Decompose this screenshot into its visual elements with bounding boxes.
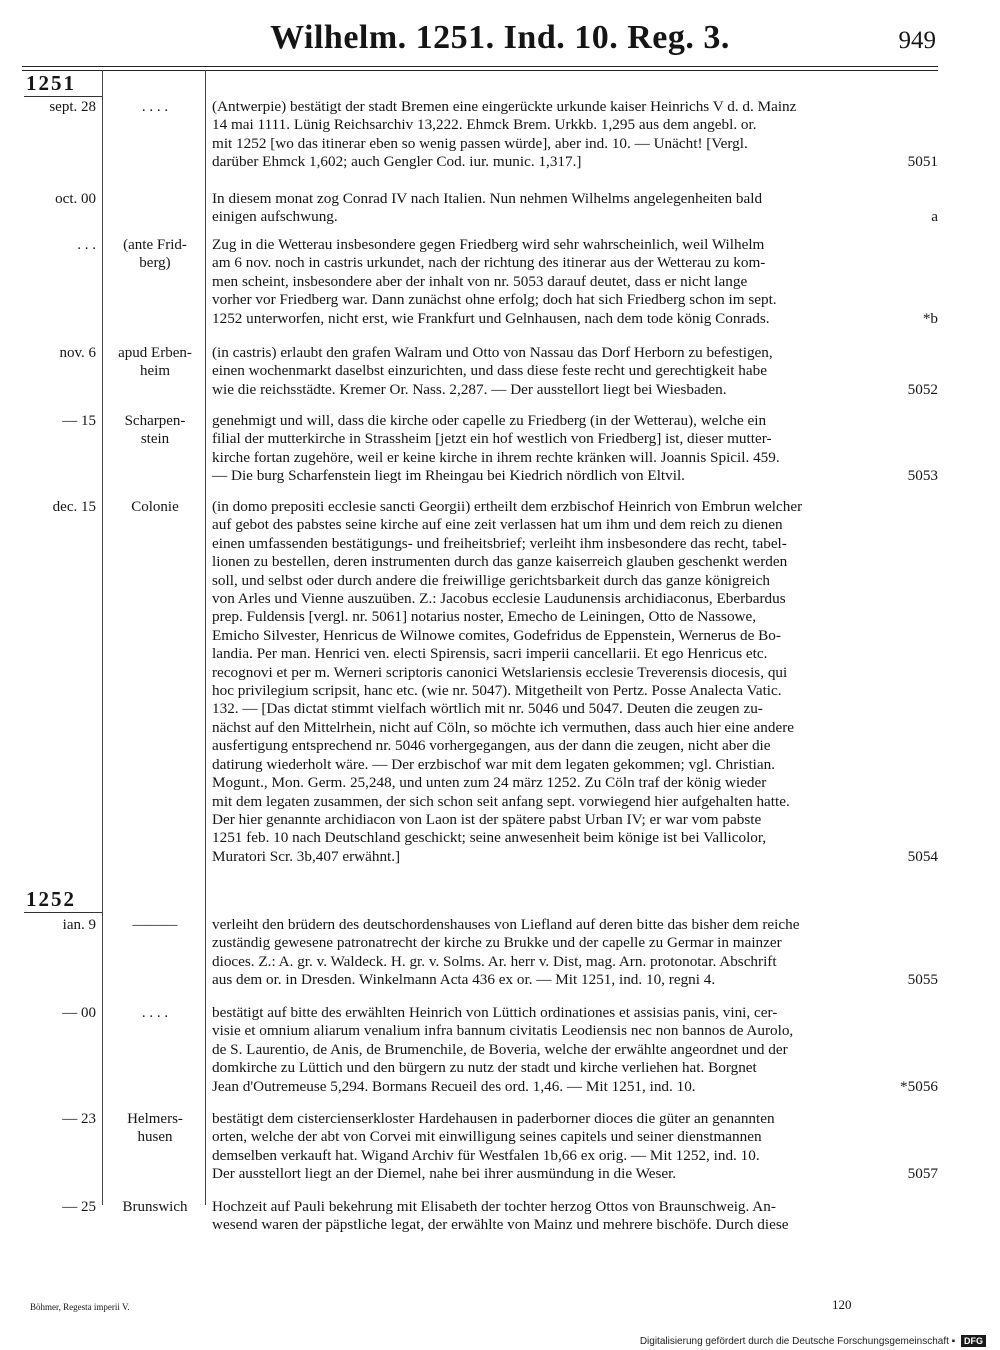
entry-text <box>212 1004 938 1096</box>
footer-source: Böhmer, Regesta imperii V. <box>30 1302 130 1312</box>
text-line: hoc privilegium scripsit, hanc etc. (wie nr. 5047). Mitgetheilt von Pertz. Posse Analecta Vatic. <box>212 682 782 700</box>
entry-date: — 00 <box>62 1005 96 1021</box>
entry-text <box>212 498 938 866</box>
entry-place <box>105 236 205 273</box>
entry-date: . . . <box>77 237 96 253</box>
text-line: — Die burg Scharfenstein liegt im Rheingau bei Kiedrich nördlich von Eltvil. <box>212 467 685 485</box>
entry-place: ——— <box>132 917 178 933</box>
text-line-last <box>212 380 938 399</box>
place-line: Helmers- <box>127 1111 183 1127</box>
text-line: domkirche zu Lüttich und den bürgern zu nutz der stadt und kirche verliehen hat. Borgnet <box>212 1059 757 1077</box>
text-line: prep. Fuldensis [vergl. nr. 5061] notarius noster, Emecho de Leiningen, Otto de Nassowe, <box>212 608 757 626</box>
entry-date: — 23 <box>62 1111 96 1127</box>
entry-text <box>212 236 938 328</box>
place-line: husen <box>137 1129 173 1146</box>
text-line-last <box>212 208 938 226</box>
text-line-last <box>212 309 938 328</box>
text-line: Der ausstellort liegt an der Diemel, nahe bei ihrer ausmündung in die Weser. <box>212 1165 677 1183</box>
entry-date: ian. 9 <box>62 917 96 933</box>
entry-date: — 25 <box>62 1199 96 1215</box>
entry-date: oct. 00 <box>55 191 96 207</box>
footer-signature: 120 <box>832 1297 852 1312</box>
text-line: Mogunt., Mon. Germ. 25,248, und unten zum 24 märz 1252. Zu Cöln traf der könig wieder <box>212 774 767 792</box>
text-line: wesend waren der päpstliche legat, der erwählte von Mainz und mehrere bischöfe. Durch diese <box>212 1216 789 1234</box>
text-line: lionen zu bestellen, deren instrumenten durch das ganze kaiserreich glauben geschenkt werden <box>212 553 788 571</box>
entry-text <box>212 1110 938 1184</box>
place-line: (ante Frid- <box>123 237 187 253</box>
page-number: 949 <box>898 27 936 54</box>
place-line: apud Erben- <box>118 345 192 361</box>
regest-number: *b <box>922 309 938 327</box>
text-line: darüber Ehmck 1,602; auch Gengler Cod. iur. munic. 1,317.] <box>212 153 582 171</box>
text-line: einigen aufschwung. <box>212 208 338 226</box>
text-line: Muratori Scr. 3b,407 erwähnt.] <box>212 847 401 865</box>
year-heading-1251: 1251 <box>26 71 76 95</box>
text-line: (in domo prepositi ecclesie sancti Georgii) ertheilt dem erzbischof Heinrich von Embrun welcher <box>212 498 803 515</box>
text-line: filial der mutterkirche in Strassheim [jetzt ein hof westlich von Friedberg] ist, dieser mutter- <box>212 430 772 448</box>
entry-place <box>105 412 205 449</box>
text-line: einen umfassenden bestätigungs- und freiheitsbrief; verleiht ihm insbesondere das recht, tabel- <box>212 534 787 552</box>
credit-text: Digitalisierung gefördert durch die Deutsche Forschungsgemeinschaft <box>639 1336 949 1347</box>
text-line: genehmigt und will, dass die kirche oder capelle zu Friedberg (in der Wetterau), welche ein <box>212 412 767 429</box>
text-line: visie et omnium aliarum venalium infra bannum civitatis Leodiensis nec non bannos de Aurolo, <box>212 1022 794 1040</box>
entry-place: . . . . <box>141 1005 169 1021</box>
place-line: heim <box>140 363 170 380</box>
text-line: Zug in die Wetterau insbesondere gegen Friedberg wird sehr wahrscheinlich, weil Wilhelm <box>212 236 765 253</box>
digitization-credit: Digitalisierung gefördert durch die Deutsche Forschungsgemeinschaft ▪ DFG <box>640 1335 986 1348</box>
entry-place: Colonie <box>131 499 179 515</box>
text-line: nächst auf den Mittelrhein, nicht auf Cöln, so möchte ich vermuthen, dass auch hier eine andere <box>212 718 794 736</box>
year-heading-1252: 1252 <box>26 887 76 911</box>
regest-number: *5056 <box>900 1077 938 1095</box>
entry-text <box>212 1198 938 1235</box>
regest-number: a <box>931 208 938 226</box>
entry-text <box>212 344 938 399</box>
entry-text <box>212 98 938 172</box>
text-line: datirung wiederholt wäre. — Der erzbischof war mit dem legaten gekommen; vgl. Christian. <box>212 755 776 773</box>
entry-text <box>212 916 938 990</box>
entry-date: sept. 28 <box>49 99 96 115</box>
text-line: soll, und selbst oder durch andere die freiwillige gerichtsbarkeit durch das ganze königreich <box>212 571 770 589</box>
text-line-last <box>212 1165 938 1183</box>
text-line: landia. Per man. Henrici ven. electi Spirensis, sacri imperii cancellarii. Et ego Henricus etc. <box>212 645 768 663</box>
header-rule-thin <box>22 70 938 71</box>
entry-date: — 15 <box>62 413 96 429</box>
text-line: (Antwerpie) bestätigt der stadt Bremen eine eingerückte urkunde kaiser Heinrichs V d. d. Mainz <box>212 98 797 115</box>
text-line-last <box>212 153 938 171</box>
place-line: Scharpen- <box>124 413 186 429</box>
text-line: de S. Laurentio, de Anis, de Brumenchile, de Boveria, welche der erwählte angeordnet und der <box>212 1040 788 1058</box>
text-line-last <box>212 971 938 989</box>
text-line: einen wochenmarkt daselbst einzurichten, und dass diese feste recht und gerechtigkeit habe <box>212 362 767 380</box>
text-line: mit dem legaten zusammen, der sich schon seit anfang sept. vorwiegend hier aufgehalten hatte. <box>212 792 790 810</box>
entry-place: . . . . <box>141 99 169 115</box>
text-line-last <box>212 847 938 866</box>
text-line: 132. — [Das dictat stimmt vielfach wörtlich mit nr. 5046 und 5047. Deuten die zeugen zu- <box>212 700 763 718</box>
entry-place <box>105 344 205 381</box>
text-line: 1252 unterworfen, nicht erst, wie Frankfurt und Gelnhausen, nach dem tode könig Conrads. <box>212 309 770 327</box>
text-line: Jean d'Outremeuse 5,294. Bormans Recueil des ord. 1,46. — Mit 1251, ind. 10. <box>212 1077 696 1095</box>
text-line: auf gebot des pabstes seine kirche auf eine zeit verlassen hat um ihm und dem reich zu dienen <box>212 516 783 534</box>
text-line: (in castris) erlaubt den grafen Walram und Otto von Nassau das Dorf Herborn zu befestigen, <box>212 344 773 361</box>
entry-date: nov. 6 <box>59 345 96 361</box>
regest-number: 5054 <box>907 847 938 865</box>
text-line: zuständig gewesene patronatrecht der kirche zu Brukke und der capelle zu Germar in mainzer <box>212 934 782 952</box>
entry-place: Brunswich <box>122 1199 188 1215</box>
text-line: wie die reichsstädte. Kremer Or. Nass. 2,287. — Der ausstellort liegt bei Wiesbaden. <box>212 380 727 398</box>
text-line: Emicho Silvester, Henricus de Wilnowe comites, Godefridus de Eppenstein, Wernerus de Bo- <box>212 626 781 644</box>
text-line: am 6 nov. noch in castris urkundet, nach der richtung des itinerar aus der Wetterau zu kom- <box>212 254 766 272</box>
text-line: Der hier genannte archidiacon von Laon ist der spätere pabst Urban IV; er war vom pabste <box>212 810 762 828</box>
running-title: Wilhelm. 1251. Ind. 10. Reg. 3. <box>270 19 730 56</box>
regest-number: 5057 <box>907 1165 938 1183</box>
text-line: bestätigt auf bitte des erwählten Heinrich von Lüttich ordinationes et assisias panis, vini, cer- <box>212 1004 778 1021</box>
text-line-last <box>212 1077 938 1096</box>
regest-number: 5053 <box>907 467 938 485</box>
text-line: verleiht den brüdern des deutschordenshauses von Liefland auf deren bitte das bisher dem reiche <box>212 916 800 933</box>
text-line: orten, welche der abt von Corvei mit einwilligung seines capitels und seiner dienstmannen <box>212 1128 762 1146</box>
entry-date: dec. 15 <box>52 499 96 515</box>
regest-number: 5052 <box>907 380 938 398</box>
text-line: von Arles und Vienne auszuüben. Z.: Jacobus ecclesie Laudunensis archidiaconus, Eberbardus <box>212 590 786 608</box>
text-line: ausfertigung entsprechend nr. 5046 vorhergegangen, aus der dann die zeugen, nicht aber die <box>212 737 771 755</box>
text-line: In diesem monat zog Conrad IV nach Italien. Nun nehmen Wilhelms angelegenheiten bald <box>212 190 763 207</box>
column-divider-place <box>205 70 206 1205</box>
text-line: demselben verkauft hat. Wigand Archiv für Westfalen 1b,66 ex orig. — Mit 1252, ind. 10. <box>212 1146 760 1164</box>
regest-number: 5055 <box>907 971 938 989</box>
place-line: berg) <box>139 255 171 272</box>
text-line: bestätigt dem cistercienserkloster Hardehausen in paderborner dioces die güter an genannten <box>212 1110 775 1127</box>
text-line: men scheint, insbesondere aber der inhalt von nr. 5053 darauf deutet, dass er nicht lange <box>212 272 748 290</box>
text-line: 14 mai 1111. Lünig Reichsarchiv 13,222. Ehmck Brem. Urkkb. 1,295 aus dem angebl. or. <box>212 116 757 134</box>
text-line: aus dem or. in Dresden. Winkelmann Acta 436 ex or. — Mit 1251, ind. 10, regni 4. <box>212 971 716 989</box>
entry-text <box>212 412 938 486</box>
year-underline <box>24 96 102 97</box>
text-line: vorher vor Friedberg war. Dann zunächst ohne erfolg; doch hat sich Friedberg schon im sept. <box>212 291 777 309</box>
text-line: recognovi et per m. Werneri scriptoris canonici Wetslariensis ecclesie Treverensis diocesis, qui <box>212 663 788 681</box>
regest-number: 5051 <box>907 153 938 171</box>
text-line-last <box>212 467 938 485</box>
text-line: mit 1252 [wo das itinerar eben so wenig passen würde], aber ind. 10. — Unächt! [Vergl. <box>212 134 748 152</box>
entry-text <box>212 190 938 227</box>
entry-place <box>105 1110 205 1147</box>
column-divider-date <box>102 70 103 1205</box>
header-rule <box>22 66 938 67</box>
text-line: Hochzeit auf Pauli bekehrung mit Elisabeth der tochter herzog Ottos von Braunschweig. An- <box>212 1198 776 1215</box>
place-line: stein <box>140 431 170 448</box>
year-underline <box>24 912 102 913</box>
text-line: dioces. Z.: A. gr. v. Waldeck. H. gr. v. Solms. Ar. herr v. Dist, mag. Arn. protonotar. Abschrift <box>212 952 777 970</box>
text-line: 1251 feb. 10 nach Deutschland geschickt; seine anwesenheit beim könige ist bei Vallicolor, <box>212 829 767 847</box>
dfg-logo: DFG <box>961 1335 986 1347</box>
text-line: kirche fortan zugehöre, weil er keine kirche in ihrem rechte kränken will. Joannis Spicil. 459. <box>212 448 780 466</box>
